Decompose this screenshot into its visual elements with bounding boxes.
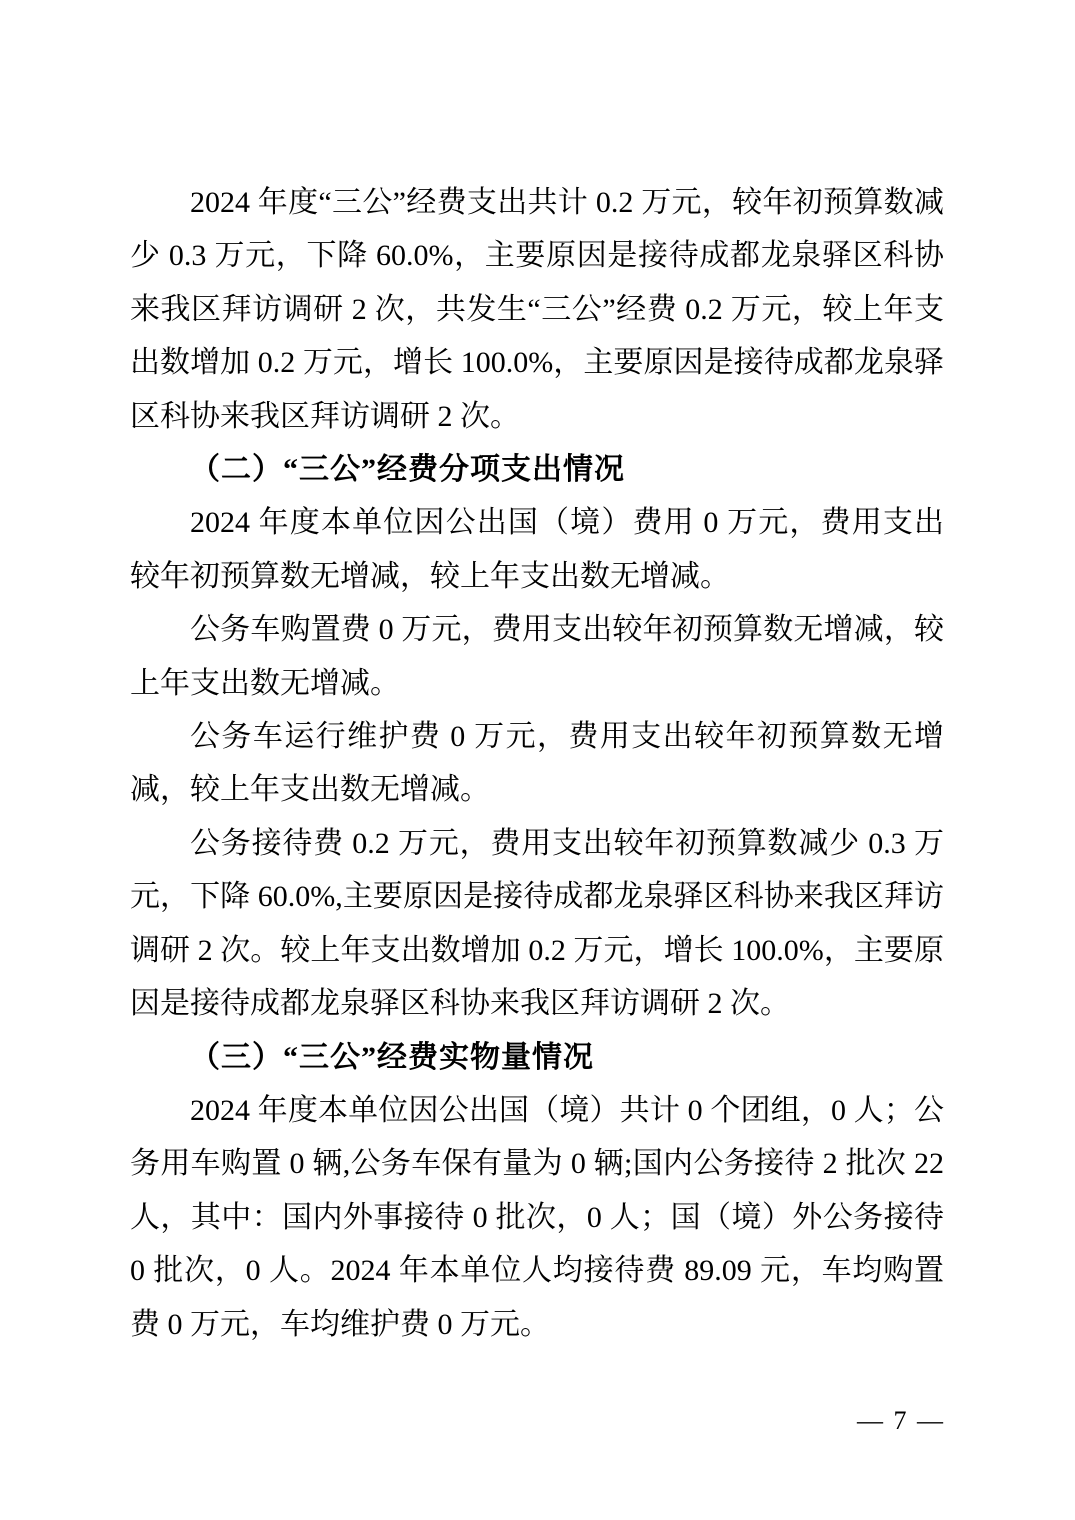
section-heading-itemized-expenditure: （二）“三公”经费分项支出情况 — [190, 453, 625, 487]
document-body — [130, 176, 944, 1351]
body-paragraph-vehicle-maintenance: 公务车运行维护费 0 万元，费用支出较年初预算数无增减，较上年支出数无增减。 — [130, 720, 944, 807]
section-heading-physical-quantity: （三）“三公”经费实物量情况 — [190, 1040, 594, 1074]
page-number: — 7 — — [857, 1406, 945, 1435]
body-paragraph-official-reception: 公务接待费 0.2 万元，费用支出较年初预算数减少 0.3 万元，下降 60.0%,主要原因是接待成都龙泉驿区科协来我区拜访调研 2 次。较上年支出数增加 0.2 万元，增长 100.0%，主要原因是接待成都龙泉驿区科协来我区拜访调研 2 次。 — [130, 826, 944, 1021]
body-paragraph-overseas-travel: 2024 年度本单位因公出国（境）费用 0 万元，费用支出较年初预算数无增减，较上年支出数无增减。 — [130, 506, 944, 593]
body-paragraph-physical-quantity-detail: 2024 年度本单位因公出国（境）共计 0 个团组，0 人；公务用车购置 0 辆,公务车保有量为 0 辆;国内公务接待 2 批次 22 人，其中：国内外事接待 0 批次，0 人；国（境）外公务接待 0 批次，0 人。2024 年本单位人均接待费 89.09 元，车均购置费 0 万元，车均维护费 0 万元。 — [130, 1093, 944, 1341]
body-paragraph-three-public-total: 2024 年度“三公”经费支出共计 0.2 万元，较年初预算数减少 0.3 万元，下降 60.0%，主要原因是接待成都龙泉驿区科协来我区拜访调研 2 次，共发生“三公”经费 0.2 万元，较上年支出数增加 0.2 万元，增长 100.0%，主要原因是接待成都龙泉驿区科协来我区拜访调研 2 次。 — [130, 186, 944, 433]
body-paragraph-vehicle-purchase: 公务车购置费 0 万元，费用支出较年初预算数无增减，较上年支出数无增减。 — [130, 613, 944, 700]
